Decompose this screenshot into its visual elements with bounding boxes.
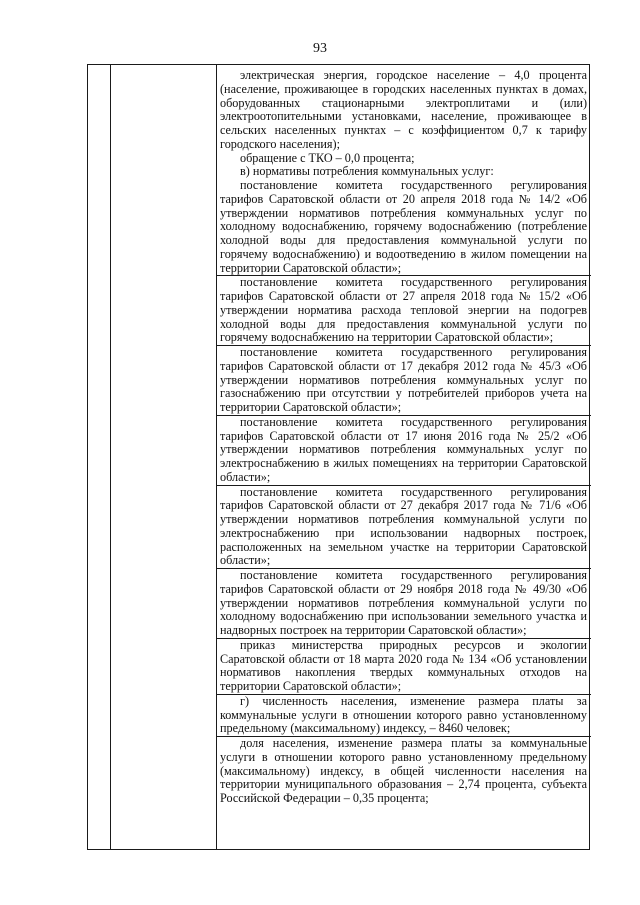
paragraph: в) нормативы потребления коммунальных услуг: — [240, 164, 494, 179]
paragraph: постановление комитета государственного регулирования тарифов Саратовской области от 27 апреля 2018 года № 15/2 «Об утверждении норматива расхода тепловой энергии на подогрев холодной воды для предоставления коммунальной услуги по горячему водоснабжению на территории Саратовской области»; — [216, 275, 591, 345]
paragraph: обращение с ТКО – 0,0 процента; — [240, 150, 415, 165]
paragraph: электрическая энергия, городское население – 4,0 процента (население, проживающее в городских населенных пунктах в домах, оборудованных стационарными электроплитами и (или) электроотопительными установками, население, проживающее в сельских населенных пунктах – с коэффициентом 0,7 к тарифу городского населения); — [220, 68, 587, 151]
paragraph: доля населения, изменение размера платы за коммунальные услуги в отношении которого равно установленному предельному (максимальному) индексу, в общей численности населения на территории муниципального образования – 2,74 процента, субъекта Российской Федерации – 0,35 процента; — [216, 736, 591, 806]
table-column-divider — [110, 65, 111, 849]
paragraph: постановление комитета государственного регулирования тарифов Саратовской области от 27 декабря 2017 года № 71/6 «Об утверждении нормативов потребления коммунальной услуги по электроснабжению при использовании надворных построек, расположенных на земельном участке на территории Саратовской области»; — [216, 485, 591, 569]
paragraph: постановление комитета государственного регулирования тарифов Саратовской области от 17 июня 2016 года № 25/2 «Об утверждении нормативов потребления коммунальных услуг по электроснабжению в жилых помещениях на территории Саратовской области»; — [216, 415, 591, 485]
paragraph: приказ министерства природных ресурсов и экологии Саратовской области от 18 марта 2020 года № 134 «Об установлении нормативов накопления твердых коммунальных отходов на территории Саратовской области»; — [216, 638, 591, 694]
paragraph: постановление комитета государственного регулирования тарифов Саратовской области от 20 апреля 2018 года № 14/2 «Об утверждении нормативов потребления коммунальных услуг по холодному водоснабжению, горячему водоснабжению (потребление холодной воды для предоставления коммунальной услуги по горячему водоснабжению) и водоотведению в жилом помещении на территории Саратовской области»; — [220, 178, 587, 275]
document-table — [87, 64, 590, 850]
paragraph: г) численность населения, изменение размера платы за коммунальные услуги в отношении которого равно установленному предельному (максимальному) индексу, – 8460 человек; — [216, 694, 591, 736]
paragraph: постановление комитета государственного регулирования тарифов Саратовской области от 17 декабря 2012 года № 45/3 «Об утверждении нормативов потребления коммунальных услуг по газоснабжению при отсутствии у потребителей приборов учета на территории Саратовской области»; — [216, 345, 591, 415]
table-cell-content — [220, 69, 587, 806]
paragraph: постановление комитета государственного регулирования тарифов Саратовской области от 29 ноября 2018 года № 49/30 «Об утверждении нормативов потребления коммунальной услуги по холодному водоснабжению при использовании земельного участка и надворных построек на территории Саратовской области»; — [216, 568, 591, 638]
page-number: 93 — [313, 41, 327, 56]
